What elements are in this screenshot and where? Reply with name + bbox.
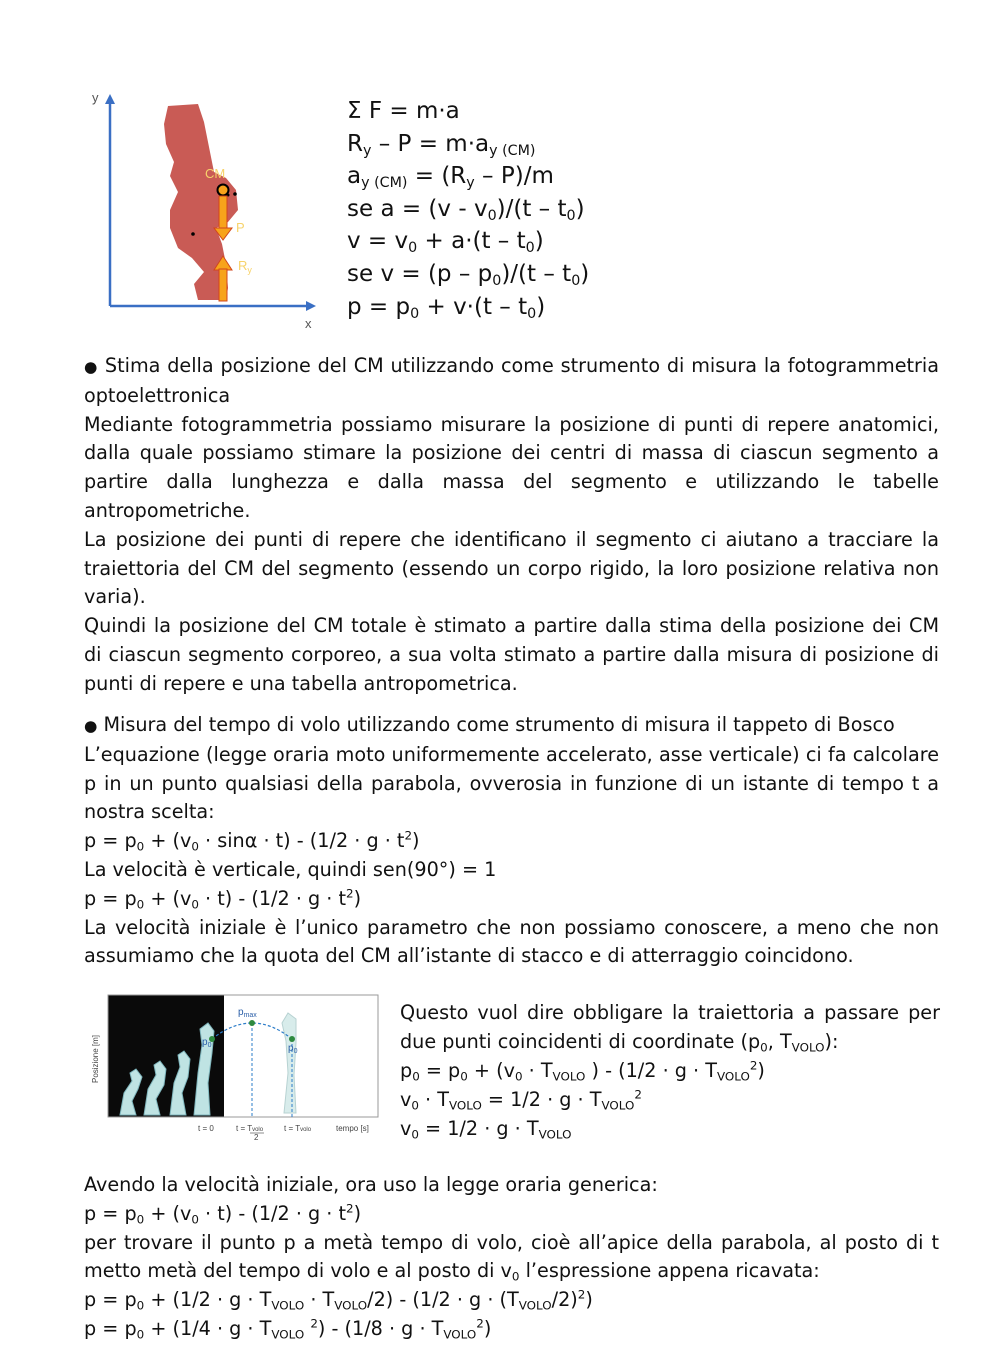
- paragraph: Avendo la velocità iniziale, ora uso la legge oraria generica:: [84, 1173, 658, 1196]
- section-heading: ● Misura del tempo di volo utilizzando come strumento di misura il tappeto di Bosco: [84, 713, 895, 736]
- equation-line: $v = v_0 + a\cdot(t - t_0)$: [347, 228, 544, 257]
- jump-force-diagram: [86, 88, 326, 338]
- section-flight-time: [84, 711, 939, 971]
- bullet-icon: ●: [84, 358, 99, 376]
- y-axis-arrow-icon: [105, 94, 115, 104]
- t0-label: t = 0: [198, 1124, 214, 1133]
- marker-dot: [233, 192, 237, 196]
- x-axis-arrow-icon: [306, 301, 316, 311]
- paragraph: La velocità è verticale, quindi sen(90°) = 1: [84, 857, 497, 881]
- weight-label: P: [236, 220, 245, 235]
- section-heading: ● Stima della posizione del CM utilizzando come strumento di misura la fotogrammetria optoelettronica: [84, 354, 940, 407]
- equation-line: se $a = (v - v_0)/(t - t_0)$: [347, 195, 585, 224]
- paragraph: Quindi la posizione del CM totale è stimato a partire dalla stima della posizione dei CM di ciascun segmento corporeo, a sua volta stimato a partire dalla misura di posizione di punti di repere e una tabella antropometrica.: [84, 614, 939, 695]
- cm-label: CM: [205, 166, 226, 181]
- pmax-label: $p_{max}$: [238, 1007, 257, 1019]
- cm-point-icon: [218, 185, 229, 196]
- tvolo-label: t = Tvolo: [284, 1124, 312, 1133]
- equation-line: se $v = (p - p_0)/(t - t_0)$: [347, 260, 590, 289]
- reaction-label: $R_y$: [238, 258, 252, 275]
- x-axis-label: x: [305, 316, 312, 331]
- bullet-icon: ●: [84, 717, 98, 735]
- marker-dot: [191, 232, 195, 236]
- equation-line: $p = p_0 + (1/4 \cdot g \cdot T_{VOLO}$ $^2) - (1/8 \cdot g \cdot T_{VOLO}^2)$: [84, 1316, 492, 1342]
- p0-label: $p_0$: [288, 1043, 298, 1055]
- thalf-denominator: 2: [254, 1133, 259, 1142]
- flight-parabola-figure: [86, 993, 386, 1143]
- paragraph: Questo vuol dire obbligare la traiettoria a passare per due punti coincidenti di coordinate ($p_0$, $T_{VOLO}$):: [400, 1001, 940, 1055]
- section-photogrammetry: [84, 352, 939, 699]
- equation-line: $p = p_0 + (1/2 \cdot g \cdot T_{VOLO} \cdot T_{VOLO}/2) - (1/2 \cdot g \cdot (T_{VOLO}/2)^2)$: [84, 1287, 593, 1313]
- y-axis-title: Posizione [m]: [91, 1034, 100, 1083]
- paragraph: La velocità iniziale è l’unico parametro che non possiamo conoscere, a meno che non assumiamo che la quota del CM all’istante di stacco e di atterraggio coincidono.: [84, 915, 939, 968]
- equation-line: $p = p_0 + v\cdot(t - t_0)$: [347, 293, 546, 322]
- equation-line: $p = p_0 + (v_0 \cdot t) - (1/2 \cdot g \cdot t^2)$: [84, 886, 362, 912]
- p0-end-point-icon: [289, 1036, 295, 1042]
- equation-line: $p = p_0 + (v_0 \cdot t) - (1/2 \cdot g \cdot t^2)$: [84, 1201, 362, 1227]
- ghost-jumper: [282, 1013, 296, 1113]
- x-axis-title: tempo [s]: [336, 1124, 369, 1133]
- y-axis-label: y: [92, 90, 99, 105]
- equation-line: Σ F = m·a: [347, 98, 460, 124]
- equation-line: $v_0 = 1/2 \cdot g \cdot T_{VOLO}$: [400, 1117, 572, 1142]
- equation-line: $p_0 = p_0 + (v_0 \cdot T_{VOLO}$ ) - $(1/2 \cdot g \cdot T_{VOLO}^2)$: [400, 1058, 765, 1084]
- thalf-label: t = Tvolo: [236, 1124, 264, 1133]
- pmax-point-icon: [249, 1020, 255, 1026]
- equation-line: $v_0 \cdot T_{VOLO} = 1/2 \cdot g \cdot T_{VOLO}^2$: [400, 1087, 642, 1113]
- coincident-points-text: [400, 998, 940, 1143]
- paragraph: La posizione dei punti di repere che identificano il segmento ci aiutano a tracciare la traiettoria del CM del segmento (essendo un corpo rigido, la loro posizione relativa non varia).: [84, 527, 939, 609]
- equation-line: $p = p_0 + (v_0 \cdot \sin\alpha \cdot t) - (1/2 \cdot g \cdot t^2)$: [84, 828, 420, 854]
- p0-label: $p_0$: [202, 1037, 212, 1049]
- section-apex: [84, 1171, 939, 1344]
- paragraph: Mediante fotogrammetria possiamo misurare la posizione di punti di repere anatomici, dalla quale possiamo stimare la posizione dei centri di massa di ciascun segmento a partire dalla lunghezza e dalla massa del segmento e utilizzando le tabelle antropometriche.: [84, 412, 939, 522]
- dynamics-equations: [347, 95, 589, 323]
- paragraph: per trovare il punto p a metà tempo di volo, cioè all’apice della parabola, al posto di t metto metà del tempo di volo e al posto di $v_0$ l’espressione appena ricavata:: [84, 1230, 939, 1284]
- equation-line: $R_y - P = m\cdot a_{y (CM)}$: [347, 130, 536, 159]
- paragraph: L’equazione (legge oraria moto uniformemente accelerato, asse verticale) ci fa calcolare p in un punto qualsiasi della parabola, ovverosia in funzione di un istante di tempo t a nostra scelta:: [84, 742, 939, 824]
- equation-line: $a_{y (CM)} = (R_y - P)/m$: [347, 163, 554, 192]
